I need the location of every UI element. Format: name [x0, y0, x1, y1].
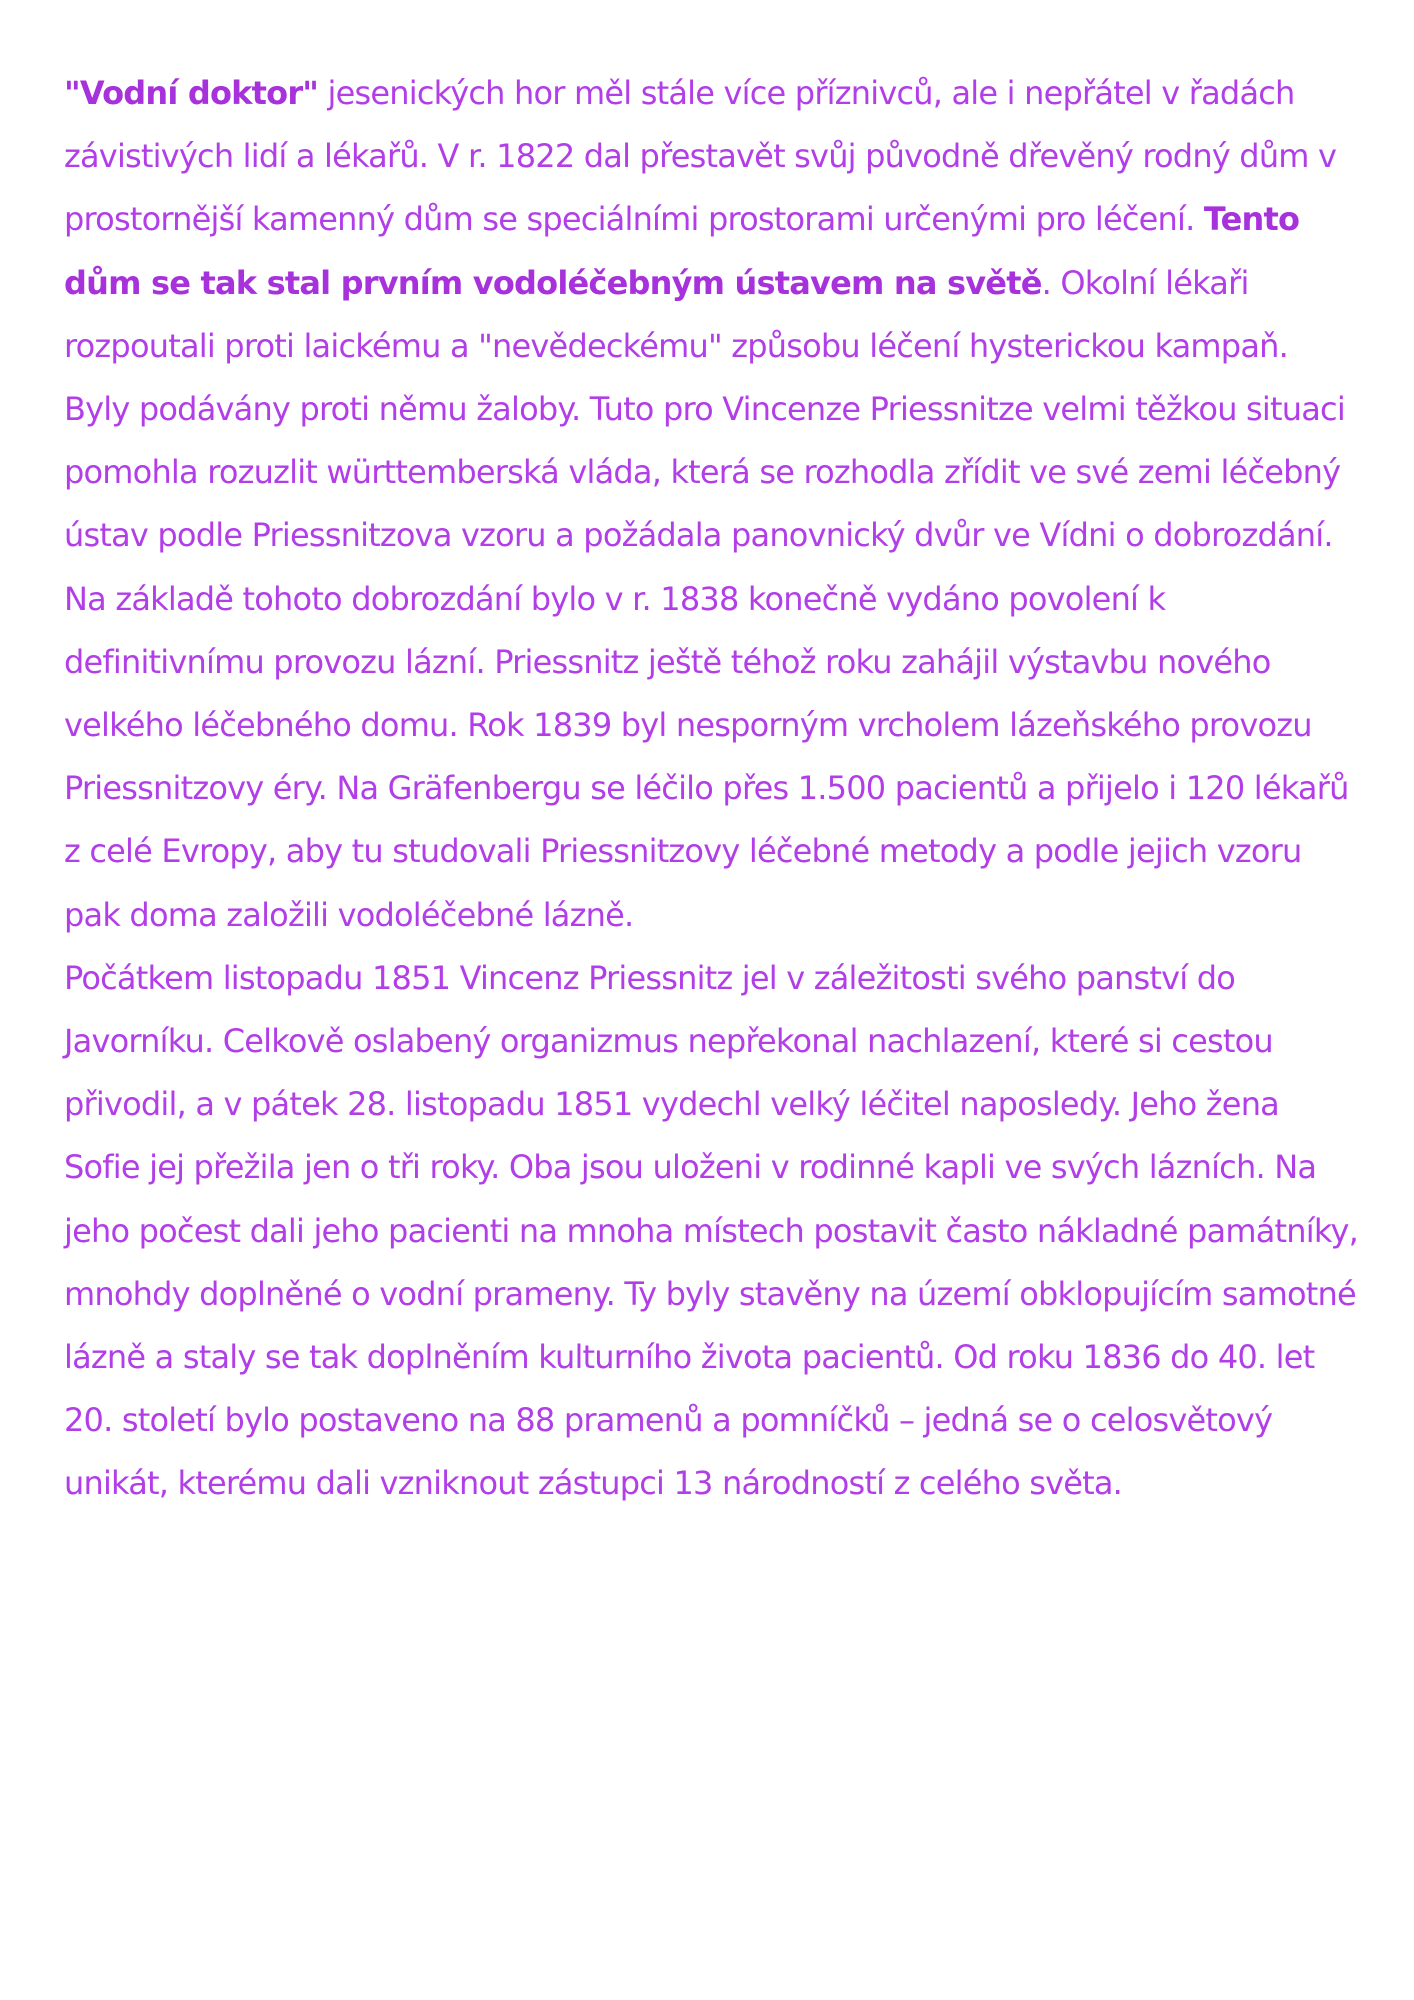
- article-body: [64, 62, 1364, 1516]
- bold-highlight: Tento dům se tak stal prvním vodoléčebným ústavem na světě: [64, 200, 1300, 302]
- paragraph-text: . Okolní lékaři rozpoutali proti laickému a "nevědeckému" způsobu léčení hysterickou kampaň.: [64, 263, 1288, 365]
- paragraph-death-and-legacy: Počátkem listopadu 1851 Vincenz Priessnitz jel v záležitosti svého panství do Javorníku. Celkově oslabený organizmus nepřekonal nachlazení, které si cestou přivodil, a v pátek 28. listopadu 1851 vydechl velký léčitel naposledy. Jeho žena Sofie jej přežila jen o tři roky. Oba jsou uloženi v rodinné kapli ve svých lázních. Na jeho počest dali jeho pacienti na mnoha místech postavit často nákladné památníky, mnohdy doplněné o vodní prameny. Ty byly stavěny na území obklopujícím samotné lázně a staly se tak doplněním kulturního života pacientů. Od roku 1836 do 40. let 20. století bylo postaveno na 88 pramenů a pomníčků – jedná se o celosvětový unikát, kterému dali vzniknout zástupci 13 národností z celého světa.: [64, 958, 1358, 1503]
- paragraph-text: jesenických hor měl stále více příznivců, ale i nepřátel v řadách závistivých lidí a lékařů. V r. 1822 dal přestavět svůj původně dřevěný rodný dům v prostornější kamenný dům se speciálními prostorami určenými pro léčení.: [64, 74, 1337, 239]
- paragraph-priessnitz-beginnings: [64, 62, 1364, 378]
- paragraph-spa-permit: Byly podávány proti němu žaloby. Tuto pro Vincenze Priessnitze velmi těžkou situaci pomohla rozuzlit württemberská vláda, která se rozhodla zřídit ve své zemi léčebný ústav podle Priessnitzova vzoru a požádala panovnický dvůr ve Vídni o dobrozdání. Na základě tohoto dobrozdání bylo v r. 1838 konečně vydáno povolení k definitivnímu provozu lázní. Priessnitz ještě téhož roku zahájil výstavbu nového velkého léčebného domu. Rok 1839 byl nesporným vrcholem lázeňského provozu Priessnitzovy éry. Na Gräfenbergu se léčilo přes 1.500 pacientů a přijelo i 120 lékařů z celé Evropy, aby tu studovali Priessnitzovy léčebné metody a podle jejich vzoru pak doma založili vodoléčebné lázně.: [64, 390, 1349, 934]
- bold-nickname: "Vodní doktor": [64, 74, 319, 112]
